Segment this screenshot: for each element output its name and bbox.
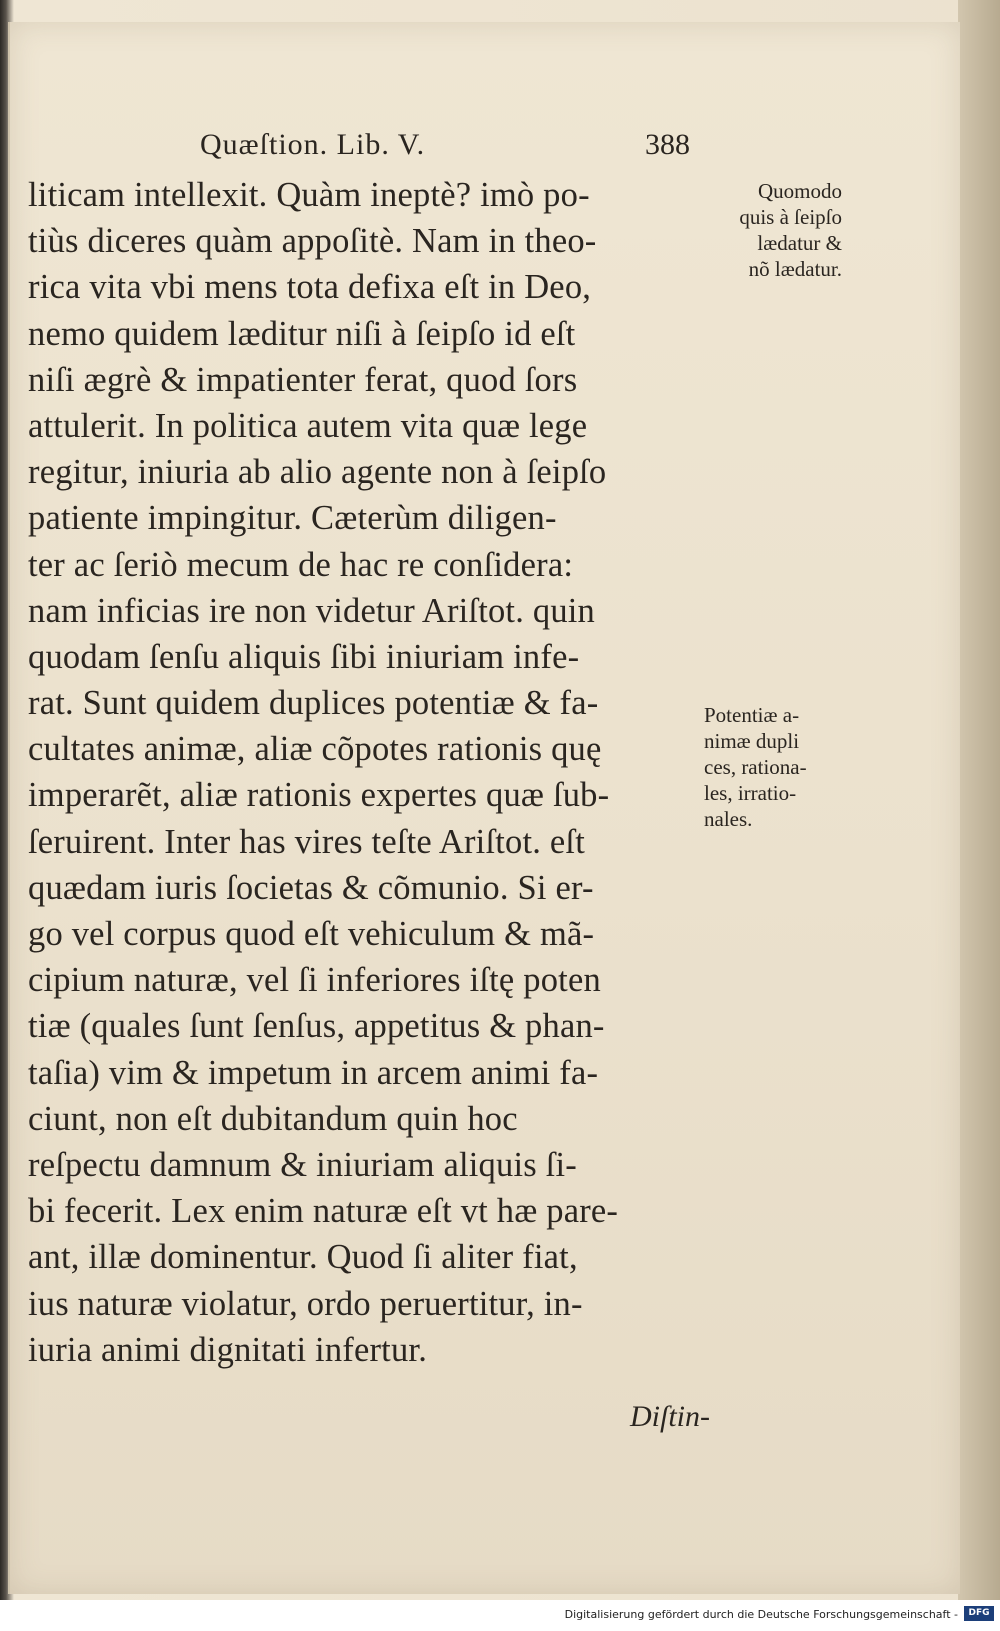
funding-credit: Digitalisierung gefördert durch die Deutsche Forschungsgemeinschaft -: [564, 1608, 958, 1621]
text-line: patiente impingitur. Cæterùm diligen-: [28, 499, 557, 538]
dfg-logo-icon: DFG: [964, 1606, 994, 1621]
text-line: rica vita vbi mens tota defixa eſt in Deo,: [28, 268, 592, 307]
text-line: liticam intellexit. Quàm ineptè? imò po-: [28, 176, 590, 214]
marginal-note-line: nales.: [704, 807, 753, 831]
text-line: ſeruirent. Inter has vires teſte Ariſtot. eſt: [28, 822, 585, 861]
text-line: ius naturæ violatur, ordo peruertitur, in-: [28, 1284, 583, 1323]
text-line: ciunt, non eſt dubitandum quin hoc: [28, 1099, 518, 1138]
marginal-note: [700, 178, 842, 282]
text-line: iuria animi dignitati infertur.: [28, 1330, 428, 1369]
marginal-note: [704, 702, 842, 832]
text-line: taſia) vim & impetum in arcem animi fa-: [28, 1053, 599, 1092]
text-line: imperarẽt, aliæ rationis expertes quæ ſub-: [28, 776, 610, 815]
running-title: Quæſtion. Lib. V.: [200, 128, 426, 161]
text-line: rat. Sunt quidem duplices potentiæ & fa-: [28, 684, 599, 723]
text-line: quædam iuris ſocietas & cõmunio. Si er-: [28, 868, 594, 907]
marginal-note-line: Quomodo: [758, 179, 842, 203]
marginal-note-line: ces, rationa-: [704, 755, 807, 779]
page-edge: [958, 0, 1000, 1600]
text-line: reſpectu damnum & iniuriam aliquis ſi-: [28, 1145, 577, 1184]
text-line: cipium naturæ, vel ſi inferiores iſtę poten: [28, 961, 601, 1000]
page-header: [200, 128, 690, 178]
main-text-block: [28, 172, 708, 1373]
text-line: quodam ſenſu aliquis ſibi iniuriam infe-: [28, 637, 580, 676]
catchword: Diſtin-: [630, 1400, 710, 1433]
marginal-note-line: nõ lædatur.: [748, 257, 842, 281]
digitization-footer: [0, 1600, 1000, 1631]
text-line: nam inficias ire non videtur Ariſtot. quin: [28, 591, 596, 630]
text-line: tiæ (quales ſunt ſenſus, appetitus & phan-: [28, 1007, 605, 1046]
marginal-note-line: lædatur &: [757, 231, 842, 255]
marginal-note-line: les, irratio-: [704, 781, 797, 805]
folio-number: 388: [645, 128, 690, 161]
text-line: ant, illæ dominentur. Quod ſi aliter fiat,: [28, 1238, 578, 1277]
marginal-note-line: Potentiæ a-: [704, 703, 800, 727]
text-line: bi fecerit. Lex enim naturæ eſt vt hæ pare-: [28, 1192, 619, 1231]
text-line: ter ac ſeriò mecum de hac re conſidera:: [28, 545, 574, 584]
marginal-note-line: quis à ſeipſo: [739, 205, 842, 229]
text-line: niſi ægrè & impatienter ferat, quod ſors: [28, 360, 578, 399]
text-line: attulerit. In politica autem vita quæ lege: [28, 406, 588, 445]
text-line: regitur, iniuria ab alio agente non à ſeipſo: [28, 453, 607, 492]
text-line: cultates animæ, aliæ cõpotes rationis quę: [28, 730, 602, 769]
text-line: tiùs diceres quàm appoſitè. Nam in theo-: [28, 222, 597, 261]
marginal-note-line: nimæ dupli: [704, 729, 800, 753]
text-line: go vel corpus quod eſt vehiculum & mã-: [28, 915, 595, 953]
text-line: nemo quidem læditur niſi à ſeipſo id eſt: [28, 314, 576, 353]
